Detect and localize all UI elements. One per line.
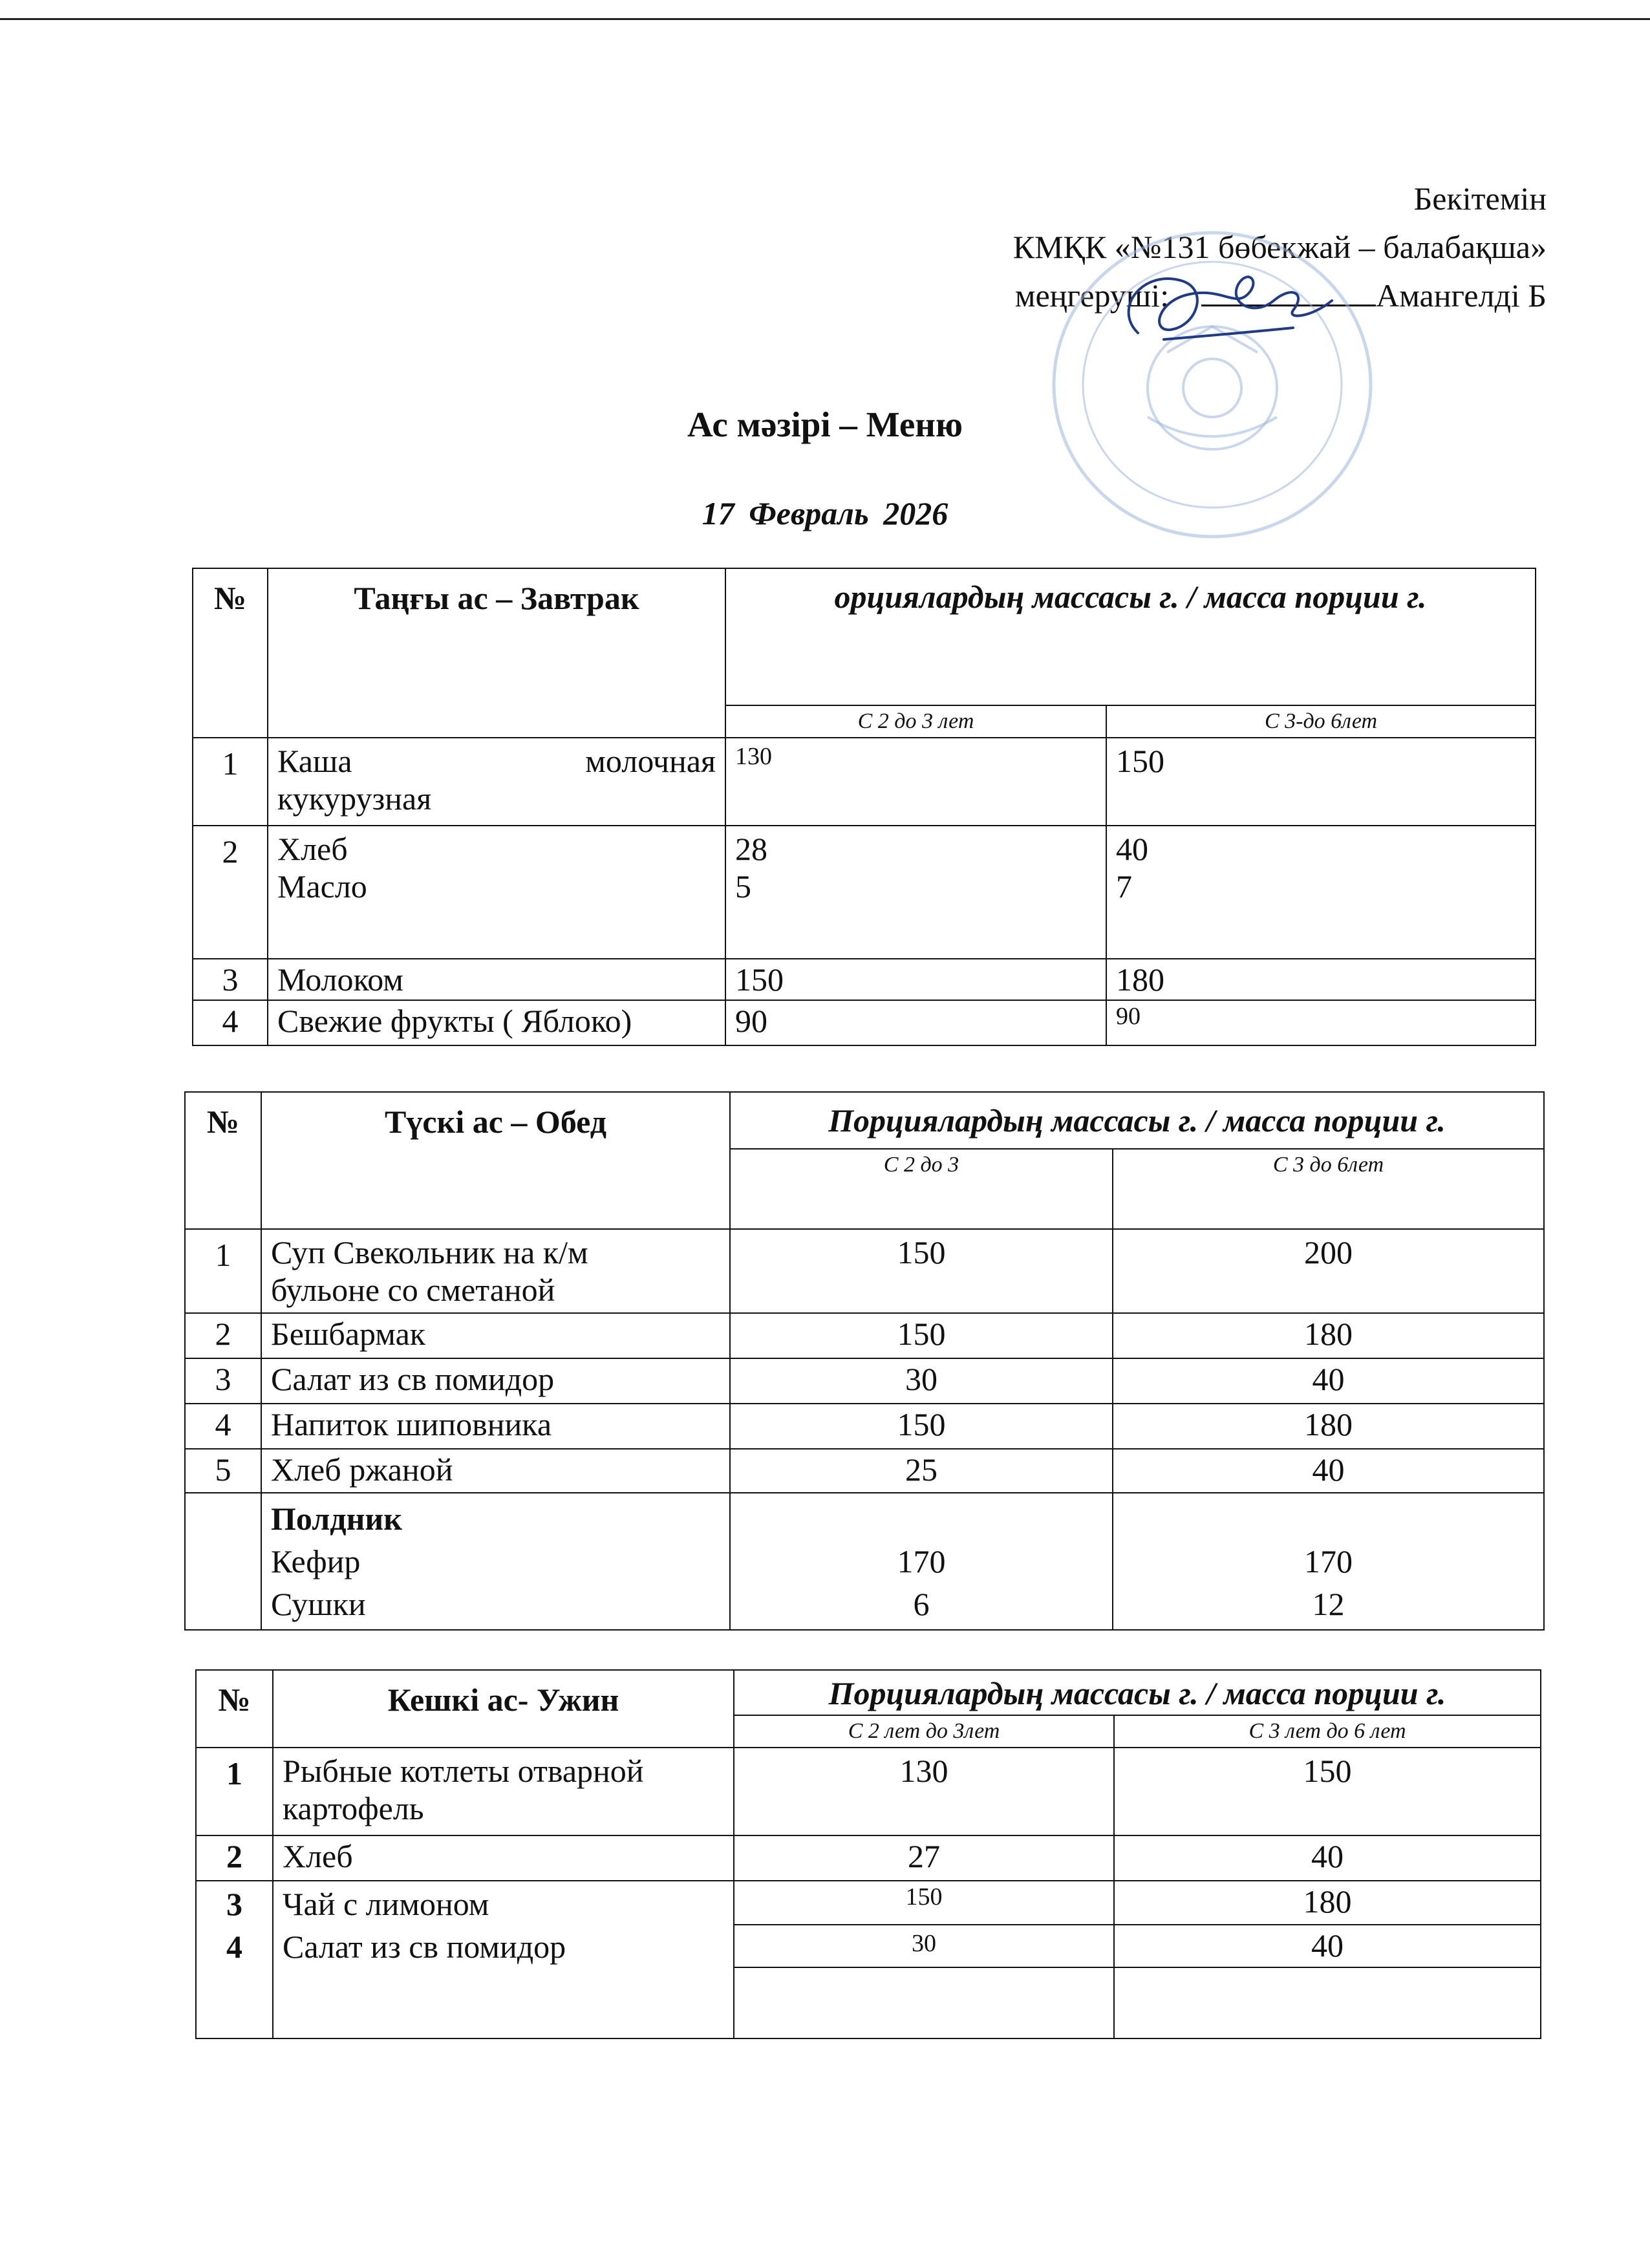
- dish-name: Напиток шиповника: [261, 1404, 730, 1449]
- portion-value: 28: [735, 831, 767, 867]
- portion-3-6: 90: [1106, 1000, 1536, 1045]
- table-header-row: [196, 1670, 1541, 1715]
- row-number: 1: [193, 738, 268, 826]
- dish-name: [268, 738, 725, 826]
- table-row: [193, 738, 1536, 826]
- portion-2-3: 150: [725, 959, 1106, 1000]
- age-group-3-6: С 3-до 6лет: [1106, 705, 1536, 738]
- row-number: 3: [185, 1358, 261, 1404]
- dish-name: Хлеб ржаной: [261, 1449, 730, 1493]
- row-number: 4: [193, 1000, 268, 1045]
- portion-3-6: 180: [1113, 1404, 1544, 1449]
- table-row: [196, 1881, 1541, 1925]
- dish-name: [268, 826, 725, 959]
- portion-3-6: 200: [1113, 1229, 1544, 1313]
- dish-name-line: Рыбные котлеты отварной: [283, 1753, 644, 1789]
- portion-value: 40: [1116, 831, 1148, 867]
- snack-items: [261, 1493, 730, 1630]
- row-number: 4: [185, 1404, 261, 1449]
- number-header: №: [185, 1092, 261, 1229]
- table-row: [185, 1358, 1544, 1404]
- dish-name: Свежие фрукты ( Яблоко): [268, 1000, 725, 1045]
- row-number: 1: [196, 1748, 273, 1835]
- portion-value: 12: [1312, 1586, 1345, 1622]
- portion-3-6: 40: [1113, 1358, 1544, 1404]
- portion-2-3: [730, 1493, 1113, 1630]
- dish-name-line: [277, 742, 716, 780]
- portion-mass-header: Порциялардың массасы г. / масса порции г.: [730, 1092, 1544, 1149]
- portion-mass-header: Порциялардың массасы г. / масса порции г.: [734, 1670, 1541, 1715]
- portion-3-6: 180: [1114, 1881, 1541, 1925]
- row-number: 2: [185, 1313, 261, 1358]
- portion-3-6: 150: [1106, 738, 1536, 826]
- dish-name-line: Кефир: [271, 1543, 361, 1579]
- row-number-value: 4: [226, 1929, 242, 1965]
- portion-3-6: 180: [1106, 959, 1536, 1000]
- row-number: 3: [193, 959, 268, 1000]
- portion-2-3: 130: [725, 738, 1106, 826]
- snack-row: [185, 1493, 1544, 1630]
- portion-3-6: [1106, 826, 1536, 959]
- portion-value: 170: [1304, 1543, 1353, 1579]
- portion-value: 6: [913, 1586, 930, 1622]
- portion-2-3: 150: [730, 1313, 1113, 1358]
- table-header-row: [185, 1092, 1544, 1149]
- table-row: [193, 1000, 1536, 1045]
- portion-3-6: 40: [1114, 1925, 1541, 1967]
- portion-value: 7: [1116, 868, 1132, 904]
- row-number: [196, 1881, 273, 2038]
- dish-name-word: молочная: [585, 743, 716, 779]
- row-number: 1: [185, 1229, 261, 1313]
- dish-name-line: Чай с лимоном: [283, 1886, 489, 1922]
- portion-3-6: 180: [1113, 1313, 1544, 1358]
- dish-name: Хлеб: [273, 1835, 734, 1881]
- number-header: №: [193, 568, 268, 738]
- director-label: меңгерушi:: [1014, 277, 1170, 314]
- table-header-row: [193, 568, 1536, 705]
- dish-name-line: бульоне со сметаной: [271, 1272, 555, 1308]
- row-number: 2: [196, 1835, 273, 1881]
- director-name: Амангелдi Б: [1376, 277, 1547, 314]
- scan-edge-line: [0, 18, 1650, 20]
- dinner-table: [195, 1669, 1541, 2039]
- empty-cell: [734, 1967, 1114, 2038]
- organization-name: КМҚК «№131 бөбекжай – балабақша»: [1012, 229, 1547, 265]
- dish-name: [273, 1881, 734, 2038]
- portion-3-6: 40: [1113, 1449, 1544, 1493]
- portion-2-3: 27: [734, 1835, 1114, 1881]
- table-row: [185, 1313, 1544, 1358]
- age-group-2-3: С 2 лет до 3лет: [734, 1715, 1114, 1748]
- dish-name: [261, 1229, 730, 1313]
- dish-name-line: Хлеб: [277, 831, 348, 867]
- portion-3-6: [1113, 1493, 1544, 1630]
- meal-title: Таңғы ас – Завтрак: [268, 568, 725, 738]
- portion-mass-header: орциялардың массасы г. / масса порции г.: [725, 568, 1536, 705]
- portion-2-3: 90: [725, 1000, 1106, 1045]
- table-row: [196, 1835, 1541, 1881]
- dish-name-line: Масло: [277, 868, 367, 904]
- dish-name-line: картофель: [283, 1790, 424, 1826]
- portion-2-3: 30: [734, 1925, 1114, 1967]
- handwritten-signature: [1099, 255, 1371, 352]
- age-group-3-6: С 3 до 6лет: [1113, 1149, 1544, 1229]
- table-row: [185, 1404, 1544, 1449]
- dish-name-word: Каша: [277, 743, 352, 779]
- age-group-2-3: С 2 до 3 лет: [725, 705, 1106, 738]
- table-row: [193, 959, 1536, 1000]
- dish-name: [273, 1748, 734, 1835]
- age-group-2-3: С 2 до 3: [730, 1149, 1113, 1229]
- breakfast-table: [192, 568, 1536, 1046]
- table-row: [196, 1748, 1541, 1835]
- approval-heading: Бекітемін: [1413, 180, 1547, 217]
- portion-2-3: [725, 826, 1106, 959]
- dish-name-word: кукурузная: [277, 780, 432, 817]
- number-header: №: [196, 1670, 273, 1748]
- portion-3-6: 150: [1114, 1748, 1541, 1835]
- row-number: 2: [193, 826, 268, 959]
- portion-2-3: 130: [734, 1748, 1114, 1835]
- table-row: [185, 1449, 1544, 1493]
- row-number: [185, 1493, 261, 1630]
- age-group-3-6: С 3 лет до 6 лет: [1114, 1715, 1541, 1748]
- portion-2-3: 30: [730, 1358, 1113, 1404]
- snack-title: Полдник: [271, 1501, 403, 1537]
- portion-2-3: 150: [730, 1229, 1113, 1313]
- portion-value: 5: [735, 868, 751, 904]
- dish-name: Салат из св помидор: [261, 1358, 730, 1404]
- row-number: 5: [185, 1449, 261, 1493]
- page-title: Ас мәзірі – Меню: [687, 405, 963, 444]
- menu-date: 17 Февраль 2026: [702, 495, 948, 531]
- lunch-table: [184, 1091, 1545, 1631]
- empty-cell: [1114, 1967, 1541, 2038]
- dish-name: Бешбармак: [261, 1313, 730, 1358]
- meal-title: Кешкі ас- Ужин: [273, 1670, 734, 1748]
- dish-name: Молоком: [268, 959, 725, 1000]
- portion-2-3: 150: [730, 1404, 1113, 1449]
- portion-2-3: 150: [734, 1881, 1114, 1925]
- portion-2-3: 25: [730, 1449, 1113, 1493]
- portion-3-6: 40: [1114, 1835, 1541, 1881]
- dish-name-line: Сушки: [271, 1586, 366, 1622]
- dish-name-line: Салат из св помидор: [283, 1929, 566, 1965]
- dish-name-line: Суп Свекольник на к/м: [271, 1234, 588, 1270]
- table-row: [185, 1229, 1544, 1313]
- meal-title: Түскі ас – Обед: [261, 1092, 730, 1229]
- table-row: [193, 826, 1536, 959]
- portion-value: 170: [897, 1543, 946, 1579]
- row-number-value: 3: [226, 1886, 242, 1922]
